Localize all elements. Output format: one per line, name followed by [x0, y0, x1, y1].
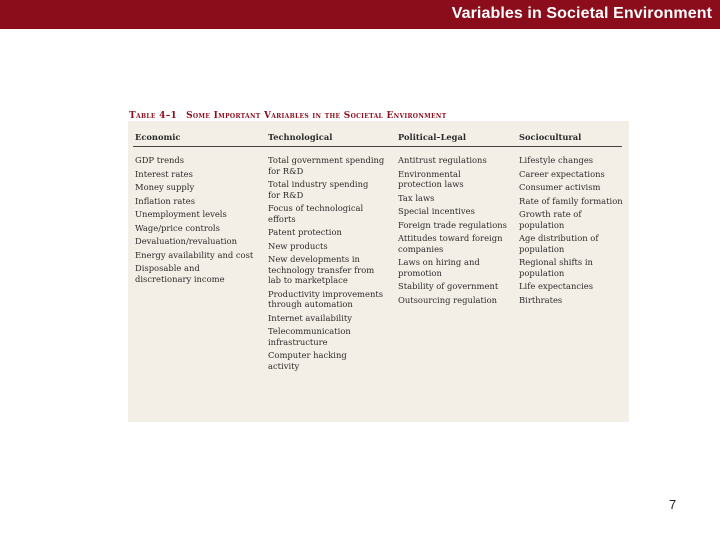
list-item: Life expectancies: [519, 281, 594, 291]
table-caption: [129, 111, 446, 121]
list-item: Patent protection: [268, 227, 342, 237]
list-item: Consumer activism: [519, 182, 601, 192]
list-item: Antitrust regulations: [398, 155, 487, 165]
column-heading-technological: Technological: [268, 132, 333, 142]
list-item: Focus of technological efforts: [268, 203, 364, 224]
column-economic: [135, 155, 253, 287]
column-heading-sociocultural: Sociocultural: [519, 132, 582, 142]
list-item: Outsourcing regulation: [398, 294, 498, 305]
list-item: Environmental protection laws: [398, 168, 464, 189]
list-item: Unemployment levels: [135, 209, 227, 219]
list-item: Wage/price controls: [135, 222, 220, 233]
variables-table: [128, 121, 629, 422]
list-item: Birthrates: [519, 294, 563, 305]
list-item: Lifestyle changes: [519, 155, 594, 165]
list-item: Special incentives: [398, 206, 475, 216]
list-item: Rate of family formation: [519, 195, 623, 206]
column-heading-economic: Economic: [135, 132, 181, 142]
slide-title: Variables in Societal Environment: [451, 5, 712, 22]
list-item: Devaluation/revaluation: [135, 236, 237, 246]
list-item: Energy availability and cost: [135, 249, 254, 260]
column-sociocultural: [519, 155, 629, 308]
list-item: New developments in technology transfer from lab to marketplace: [268, 254, 375, 285]
table-label: Table 4–1: [129, 111, 178, 121]
table-title: Some Important Variables in the Societal Environment: [186, 111, 447, 121]
column-heading-political-legal: Political–Legal: [398, 132, 467, 142]
list-item: Foreign trade regulations: [398, 219, 507, 230]
column-political-legal: [398, 155, 507, 308]
list-item: Interest rates: [135, 168, 193, 179]
list-item: Inflation rates: [135, 195, 196, 206]
list-item: Age distribution of population: [519, 233, 599, 254]
slide-title-bar: [0, 0, 720, 29]
list-item: Disposable and discretionary income: [135, 263, 225, 284]
list-item: Regional shifts in population: [519, 257, 593, 278]
list-item: Attitudes toward foreign companies: [398, 233, 503, 254]
list-item: Growth rate of population: [519, 209, 582, 230]
list-item: New products: [268, 240, 328, 251]
list-item: Stability of government: [398, 281, 499, 291]
list-item: Computer hacking activity: [268, 350, 347, 371]
list-item: Tax laws: [398, 192, 435, 203]
list-item: Laws on hiring and promotion: [398, 257, 480, 278]
list-item: Productivity improvements through automation: [268, 288, 384, 309]
list-item: Internet availability: [268, 312, 352, 323]
list-item: Money supply: [135, 182, 195, 192]
header-rule: [133, 146, 622, 147]
list-item: Total government spending for R&D: [268, 155, 385, 176]
slide-number: 7: [669, 497, 677, 512]
list-item: Telecommunication infrastructure: [268, 326, 351, 347]
column-technological: [268, 155, 384, 374]
list-item: GDP trends: [135, 155, 185, 165]
list-item: Career expectations: [519, 168, 605, 179]
list-item: Total industry spending for R&D: [268, 179, 369, 200]
